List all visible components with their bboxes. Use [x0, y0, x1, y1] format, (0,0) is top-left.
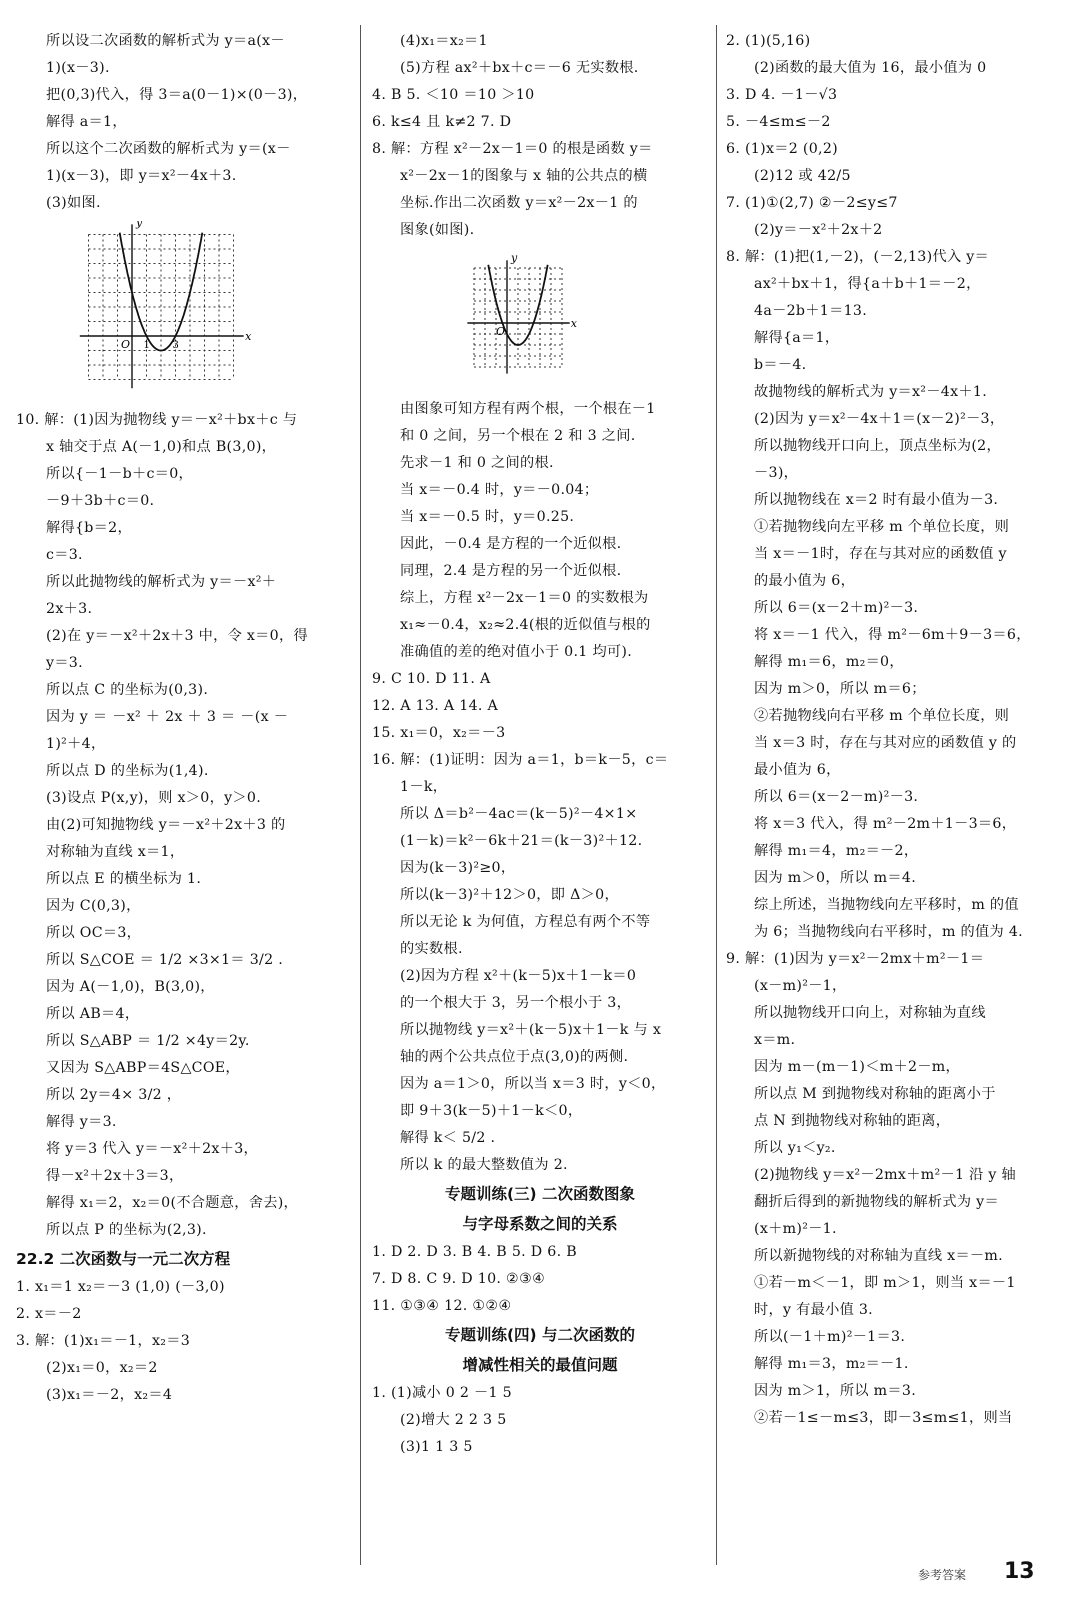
text-line: 最小值为 6， [754, 762, 841, 778]
text-line: 将 y＝3 代入 y＝－x²＋2x＋3， [46, 1141, 259, 1157]
text-line: 因为 C(0,3)， [46, 898, 141, 914]
text-line: 所以抛物线 y＝x²＋(k－5)x＋1－k 与 x [400, 1022, 662, 1038]
text-line: 当 x＝－0.5 时，y＝0.25. [400, 509, 575, 525]
text-line: 准确值的差的绝对值小于 0.1 均可). [400, 644, 633, 660]
text-line: (2)增大 2 2 3 5 [400, 1412, 507, 1428]
text-line: 由(2)可知抛物线 y＝－x²＋2x＋3 的 [46, 817, 286, 833]
text-line: 的一个根大于 3，另一个根小于 3， [400, 995, 632, 1011]
text-line: ①若抛物线向左平移 m 个单位长度，则 [754, 519, 1010, 535]
text-line: 7. (1)①(2,7) ②－2≤y≤7 [726, 195, 898, 211]
text-line: 8. 解：方程 x²－2x－1＝0 的根是函数 y＝ [372, 141, 653, 157]
text-line: 因为 a＝1＞0，所以当 x＝3 时，y＜0， [400, 1076, 666, 1092]
y-axis-label: y [511, 251, 518, 265]
text-line: 得－x²＋2x＋3＝3， [46, 1168, 184, 1184]
text-line: (2)因为 y＝x²－4x＋1＝(x－2)²－3， [754, 411, 1005, 427]
column-1 [16, 28, 351, 1409]
text-line: 解得 m₁＝6，m₂＝0， [754, 654, 904, 670]
text-line: (2)因为方程 x²＋(k－5)x＋1－k＝0 [400, 968, 637, 984]
text-line: －9＋3b＋c＝0. [46, 493, 155, 509]
text-line: 和 0 之间，另一个根在 2 和 3 之间. [400, 428, 636, 444]
col2-block-d [372, 1380, 708, 1461]
text-line: 所以设二次函数的解析式为 y＝a(x－ [46, 33, 285, 49]
text-line: 综上所述，当抛物线向左平移时，m 的值 [754, 897, 1019, 913]
text-line: (1－k)＝k²－6k＋21＝(k－3)²＋12. [400, 833, 643, 849]
text-line: 所以新抛物线的对称轴为直线 x＝－m. [754, 1248, 1003, 1264]
text-line: 坐标.作出二次函数 y＝x²－2x－1 的 [400, 195, 638, 211]
text-line: x²－2x－1的图象与 x 轴的公共点的横 [400, 168, 648, 184]
text-line: 解得 a＝1， [46, 114, 127, 130]
text-line: 12. A 13. A 14. A [372, 698, 499, 714]
text-line: 所以抛物线在 x＝2 时有最小值为－3. [754, 492, 999, 508]
text-line: x 轴交于点 A(－1,0)和点 B(3,0)， [46, 439, 277, 455]
special-training-4-title: 专题训练(四) 与二次函数的 [444, 1326, 636, 1344]
text-line: 因为(k－3)²≥0， [400, 860, 516, 876]
col2-block-b [372, 396, 708, 1179]
text-line: (2)12 或 42/5 [754, 168, 851, 184]
text-line: 所以抛物线开口向上，顶点坐标为(2， [754, 438, 1001, 454]
text-line: c＝3. [46, 547, 83, 563]
text-line: (2)y＝－x²＋2x＋2 [754, 222, 883, 238]
text-line: 所以 6＝(x－2－m)²－3. [754, 789, 919, 805]
text-line: 轴的两个公共点位于点(3,0)的两侧. [400, 1049, 629, 1065]
text-line: 16. 解：(1)证明：因为 a＝1，b＝k－5，c＝ [372, 752, 669, 768]
text-line: 解得{b＝2， [46, 520, 132, 536]
text-line: 当 x＝－1时，存在与其对应的函数值 y [754, 546, 1007, 562]
text-line: 1. D 2. D 3. B 4. B 5. D 6. B [372, 1244, 577, 1260]
text-line: y＝3. [46, 655, 83, 671]
text-line: 的实数根. [400, 941, 463, 957]
text-line: 先求－1 和 0 之间的根. [400, 455, 554, 471]
col1-block-a [16, 28, 351, 217]
text-line: 6. k≤4 且 k≠2 7. D [372, 114, 512, 130]
y-axis-label: y [136, 221, 143, 229]
special-training-3-subtitle: 与字母系数之间的关系 [462, 1215, 618, 1233]
text-line: (3)x₁＝－2，x₂＝4 [46, 1387, 173, 1403]
text-line: 所以{－1－b＋c＝0， [46, 466, 194, 482]
footer-label: 参考答案 [918, 1568, 967, 1582]
text-line: 2. (1)(5,16) [726, 33, 811, 49]
text-line: 所以点 D 的坐标为(1,4). [46, 763, 209, 779]
text-line: 15. x₁＝0，x₂＝－3 [372, 725, 506, 741]
text-line: 点 N 到抛物线对称轴的距离， [754, 1113, 951, 1129]
text-line: (2)x₁＝0，x₂＝2 [46, 1360, 158, 1376]
special-training-4-subtitle: 增减性相关的最值问题 [462, 1356, 618, 1374]
text-line: 所以 k 的最大整数值为 2. [400, 1157, 568, 1173]
text-line: x＝m. [754, 1032, 796, 1048]
text-line: 解得 m₁＝3，m₂＝－1. [754, 1356, 909, 1372]
text-line: 所以点 M 到抛物线对称轴的距离小于 [754, 1086, 996, 1102]
text-line: 所以这个二次函数的解析式为 y＝(x－ [46, 141, 291, 157]
text-line: 所以 S△ABP ＝ 1/2 ×4y＝2y. [46, 1033, 250, 1049]
column-3 [726, 28, 1076, 1432]
text-line: b＝－4. [754, 357, 807, 373]
text-line: 1)(x－3). [46, 60, 110, 76]
special-training-3-title: 专题训练(三) 二次函数图象 [444, 1185, 636, 1203]
text-line: 所以 6＝(x－2＋m)²－3. [754, 600, 919, 616]
parabola-graph-2 [462, 248, 612, 388]
text-line: 同理，2.4 是方程的另一个近似根. [400, 563, 622, 579]
text-line: 解得 y＝3. [46, 1114, 117, 1130]
text-line: 所以 y₁＜y₂. [754, 1140, 836, 1156]
tick-label-1: 1 [143, 340, 150, 351]
text-line: 因为 m＞0，所以 m＝4. [754, 870, 917, 886]
text-line: (3)如图. [46, 195, 101, 211]
page-number: 13 [1004, 1559, 1035, 1584]
text-line: 所以(－1＋m)²－1＝3. [754, 1329, 906, 1345]
text-line: 5. －4≤m≤－2 [726, 114, 831, 130]
text-line: 又因为 S△ABP＝4S△COE， [46, 1060, 240, 1076]
text-line: 因为 m＞1，所以 m＝3. [754, 1383, 917, 1399]
text-line: 所以 Δ＝b²－4ac＝(k－5)²－4×1× [400, 806, 638, 822]
col2-graph-figure [372, 248, 708, 392]
section-heading-22-2: 22.2 二次函数与一元二次方程 [16, 1250, 231, 1268]
text-line: 所以 AB＝4， [46, 1006, 140, 1022]
text-line: 对称轴为直线 x＝1， [46, 844, 185, 860]
text-line: x₁≈－0.4，x₂≈2.4(根的近似值与根的 [400, 617, 651, 633]
text-line: 8. 解：(1)把(1,－2)，(－2,13)代入 y＝ [726, 249, 990, 265]
text-line: (4)x₁＝x₂＝1 [400, 33, 488, 49]
text-line: 1. x₁＝1 x₂＝－3 (1,0) (－3,0) [16, 1279, 225, 1295]
text-line: ②若－1≤－m≤3，即－3≤m≤1，则当 [754, 1410, 1013, 1426]
text-line: (2)在 y＝－x²＋2x＋3 中，令 x＝0，得 [46, 628, 308, 644]
text-line: 故抛物线的解析式为 y＝x²－4x＋1. [754, 384, 988, 400]
text-line: 为 6；当抛物线向右平移时，m 的值为 4. [754, 924, 1023, 940]
column-divider-1 [360, 25, 361, 1565]
x-axis-label: x [245, 330, 252, 343]
col3-block [726, 28, 1076, 1432]
text-line: 3. D 4. －1－√3 [726, 87, 838, 103]
tick-label-3: 3 [172, 340, 179, 351]
text-line: 因为 m＞0，所以 m＝6； [754, 681, 926, 697]
text-line: 所以(k－3)²＋12＞0，即 Δ＞0， [400, 887, 619, 903]
text-line: ②若抛物线向右平移 m 个单位长度，则 [754, 708, 1010, 724]
text-line: 11. ①③④ 12. ①②④ [372, 1298, 512, 1314]
text-line: 解得 m₁＝4，m₂＝－2， [754, 843, 919, 859]
text-line: 解得 x₁＝2，x₂＝0(不合题意，舍去)， [46, 1195, 299, 1211]
text-line: 所以点 C 的坐标为(0,3). [46, 682, 209, 698]
text-line: 把(0,3)代入，得 3＝a(0－1)×(0－3)， [46, 87, 308, 103]
text-line: 9. 解：(1)因为 y＝x²－2mx＋m²－1＝ [726, 951, 985, 967]
text-line: 将 x＝3 代入，得 m²－2m＋1－3＝6， [754, 816, 1017, 832]
text-line: 的最小值为 6， [754, 573, 856, 589]
text-line: (x＋m)²－1. [754, 1221, 837, 1237]
text-line: 解得 k＜ 5/2 . [400, 1130, 496, 1146]
text-line: 翻折后得到的新抛物线的解析式为 y＝ [754, 1194, 999, 1210]
text-line: 4. B 5. ＜10 ＝10 ＞10 [372, 87, 535, 103]
text-line: 所以点 E 的横坐标为 1. [46, 871, 202, 887]
text-line: 2x＋3. [46, 601, 93, 617]
text-line: 将 x＝－1 代入，得 m²－6m＋9－3＝6， [754, 627, 1031, 643]
text-line: －3)， [754, 465, 799, 481]
text-line: 4a－2b＋1＝13. [754, 303, 868, 319]
text-line: 时，y 有最小值 3. [754, 1302, 873, 1318]
text-line: 所以此抛物线的解析式为 y＝－x²＋ [46, 574, 277, 590]
col2-block-c [372, 1239, 708, 1320]
text-line: 因为 A(－1,0)，B(3,0)， [46, 979, 215, 995]
text-line: 综上，方程 x²－2x－1＝0 的实数根为 [400, 590, 649, 606]
col1-graph-figure [16, 221, 351, 403]
parabola-graph-1 [64, 221, 294, 399]
text-line: (5)方程 ax²＋bx＋c＝－6 无实数根. [400, 60, 639, 76]
text-line: 所以 OC＝3， [46, 925, 142, 941]
col2-block-a [372, 28, 708, 244]
text-line: 9. C 10. D 11. A [372, 671, 491, 687]
text-line: 当 x＝－0.4 时，y＝－0.04； [400, 482, 599, 498]
text-line: 1)(x－3)，即 y＝x²－4x＋3. [46, 168, 237, 184]
text-line: ①若－m＜－1，即 m＞1，则当 x＝－1 [754, 1275, 1016, 1291]
text-line: 10. 解：(1)因为抛物线 y＝－x²＋bx＋c 与 [16, 412, 298, 428]
text-line: 所以无论 k 为何值，方程总有两个不等 [400, 914, 651, 930]
col1-block-b [16, 407, 351, 1244]
text-line: 由图象可知方程有两个根，一个根在－1 [400, 401, 656, 417]
text-line: (3)1 1 3 5 [400, 1439, 473, 1455]
text-line: 1. (1)减小 0 2 －1 5 [372, 1385, 512, 1401]
x-axis-label: x [570, 317, 578, 330]
text-line: 因此，－0.4 是方程的一个近似根. [400, 536, 622, 552]
text-line: ax²＋bx＋1，得{a＋b＋1＝－2， [754, 276, 981, 292]
text-line: 因为 y ＝ －x² ＋ 2x ＋ 3 ＝ －(x － [46, 709, 289, 725]
text-line: 解得{a＝1， [754, 330, 840, 346]
text-line: 6. (1)x＝2 (0,2) [726, 141, 839, 157]
text-line: (2)函数的最大值为 16，最小值为 0 [754, 60, 987, 76]
text-line: 所以点 P 的坐标为(2,3). [46, 1222, 207, 1238]
origin-label: O [496, 325, 506, 338]
text-line: 1－k， [400, 779, 448, 795]
text-line: 当 x＝3 时，存在与其对应的函数值 y 的 [754, 735, 1017, 751]
text-line: 2. x＝－2 [16, 1306, 82, 1322]
column-2 [372, 28, 708, 1461]
text-line: 图象(如图). [400, 222, 475, 238]
origin-label: O [121, 338, 131, 351]
text-line: 所以抛物线开口向上，对称轴为直线 [754, 1005, 986, 1021]
text-line: 所以 2y＝4× 3/2 ， [46, 1087, 182, 1103]
text-line: 1)²＋4， [46, 736, 106, 752]
text-line: (x－m)²－1， [754, 978, 847, 994]
text-line: 所以 S△COE ＝ 1/2 ×3×1＝ 3/2 . [46, 952, 284, 968]
text-line: 7. D 8. C 9. D 10. ②③④ [372, 1271, 546, 1287]
text-line: (2)抛物线 y＝x²－2mx＋m²－1 沿 y 轴 [754, 1167, 1016, 1183]
col1-block-c [16, 1274, 351, 1409]
text-line: (3)设点 P(x,y)，则 x＞0，y＞0. [46, 790, 262, 806]
text-line: 3. 解：(1)x₁＝－1，x₂＝3 [16, 1333, 191, 1349]
column-divider-2 [716, 25, 717, 1565]
text-line: 因为 m－(m－1)＜m＋2－m， [754, 1059, 961, 1075]
text-line: 即 9＋3(k－5)＋1－k＜0， [400, 1103, 583, 1119]
